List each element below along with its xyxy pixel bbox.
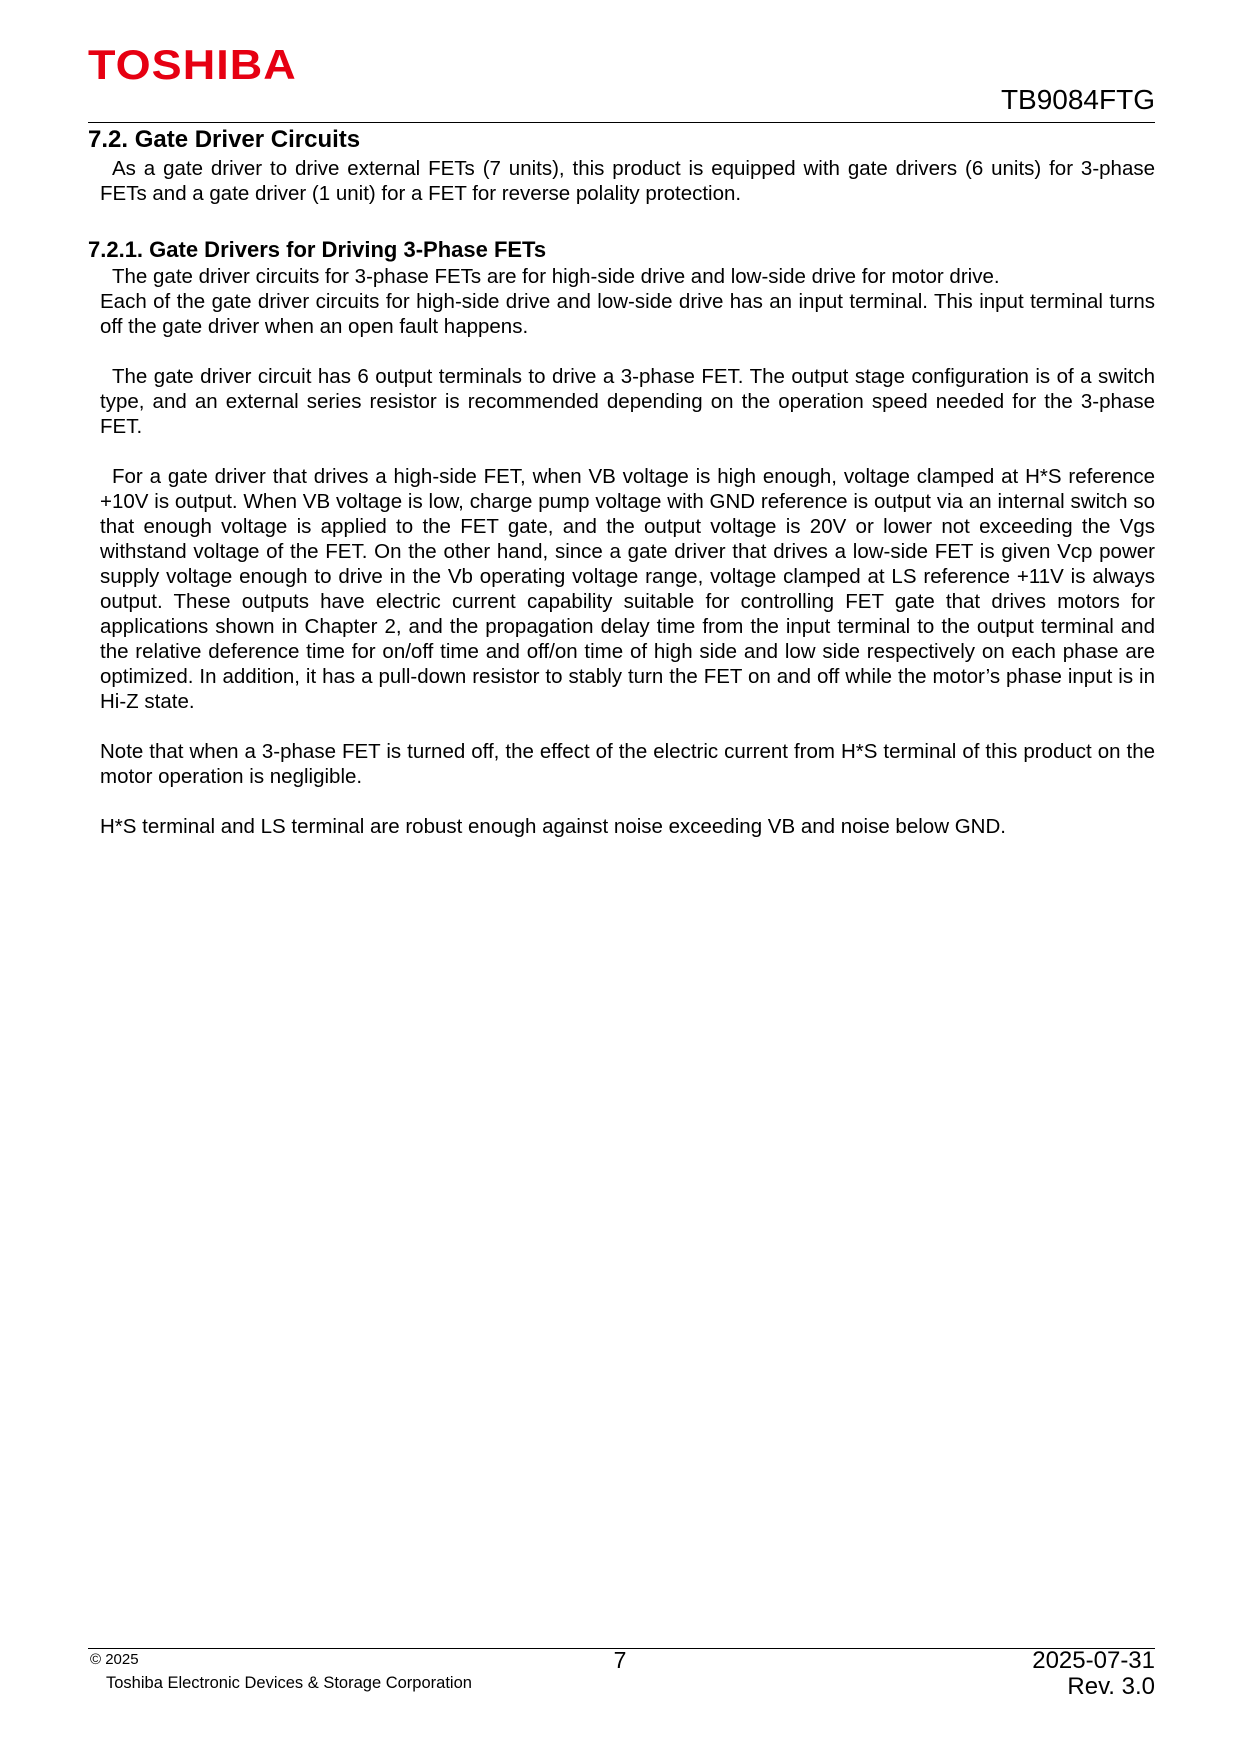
page-content <box>88 124 1155 839</box>
document-number: TB9084FTG <box>1000 84 1155 115</box>
subsection-title: 7.2.1. Gate Drivers for Driving 3-Phase FETs <box>88 237 547 262</box>
revision-number: Rev. 3.0 <box>1067 1673 1155 1700</box>
paragraph-1-line-1: The gate driver circuits for 3-phase FETs are for high-side drive and low-side drive for motor drive. <box>112 265 1000 288</box>
company-name: Toshiba Electronic Devices & Storage Corporation <box>106 1674 472 1692</box>
paragraph-3: For a gate driver that drives a high-side FET, when VB voltage is high enough, voltage clamped at H*S reference +10V is output. When VB voltage is low, charge pump voltage with GND reference is output via an internal switch so that enough voltage is applied to the FET gate, and the output voltage is 20V or lower not exceeding the Vgs withstand voltage of the FET. On the other hand, since a gate driver that drives a low-side FET is given Vcp power supply voltage enough to drive in the Vb operating voltage range, voltage clamped at LS reference +11V is always output. These outputs have electric current capability suitable for controlling FET gate that drives motors for applications shown in Chapter 2, and the propagation delay time from the input terminal to the output terminal and the relative deference time for on/off time and off/on time of high side and low side respectively on each phase are optimized. In addition, it has a pull-down resistor to stably turn the FET on and off while the motor’s phase input is in Hi-Z state. <box>100 465 1155 713</box>
toshiba-logo: TOSHIBA <box>88 41 297 89</box>
paragraph-4: Note that when a 3-phase FET is turned off, the effect of the electric current from H*S terminal of this product on the motor operation is negligible. <box>100 740 1155 788</box>
paragraph-2: The gate driver circuit has 6 output terminals to drive a 3-phase FET. The output stage configuration is of a switch type, and an external series resistor is recommended depending on the operation speed needed for the 3-phase FET. <box>100 365 1155 438</box>
section-intro-paragraph: As a gate driver to drive external FETs (7 units), this product is equipped with gate drivers (6 units) for 3-phase FETs and a gate driver (1 unit) for a FET for reverse polality protection. <box>100 157 1155 205</box>
revision-date: 2025-07-31 <box>1032 1647 1155 1674</box>
paragraph-5: H*S terminal and LS terminal are robust enough against noise exceeding VB and noise below GND. <box>100 815 1006 838</box>
paragraph-1-continuation: Each of the gate driver circuits for high-side drive and low-side drive has an input terminal. This input terminal turns off the gate driver when an open fault happens. <box>100 290 1155 338</box>
copyright-notice: © 2025 <box>90 1651 139 1668</box>
page-number: 7 <box>613 1647 627 1673</box>
header-divider <box>88 122 1155 123</box>
section-title: 7.2. Gate Driver Circuits <box>88 126 361 153</box>
